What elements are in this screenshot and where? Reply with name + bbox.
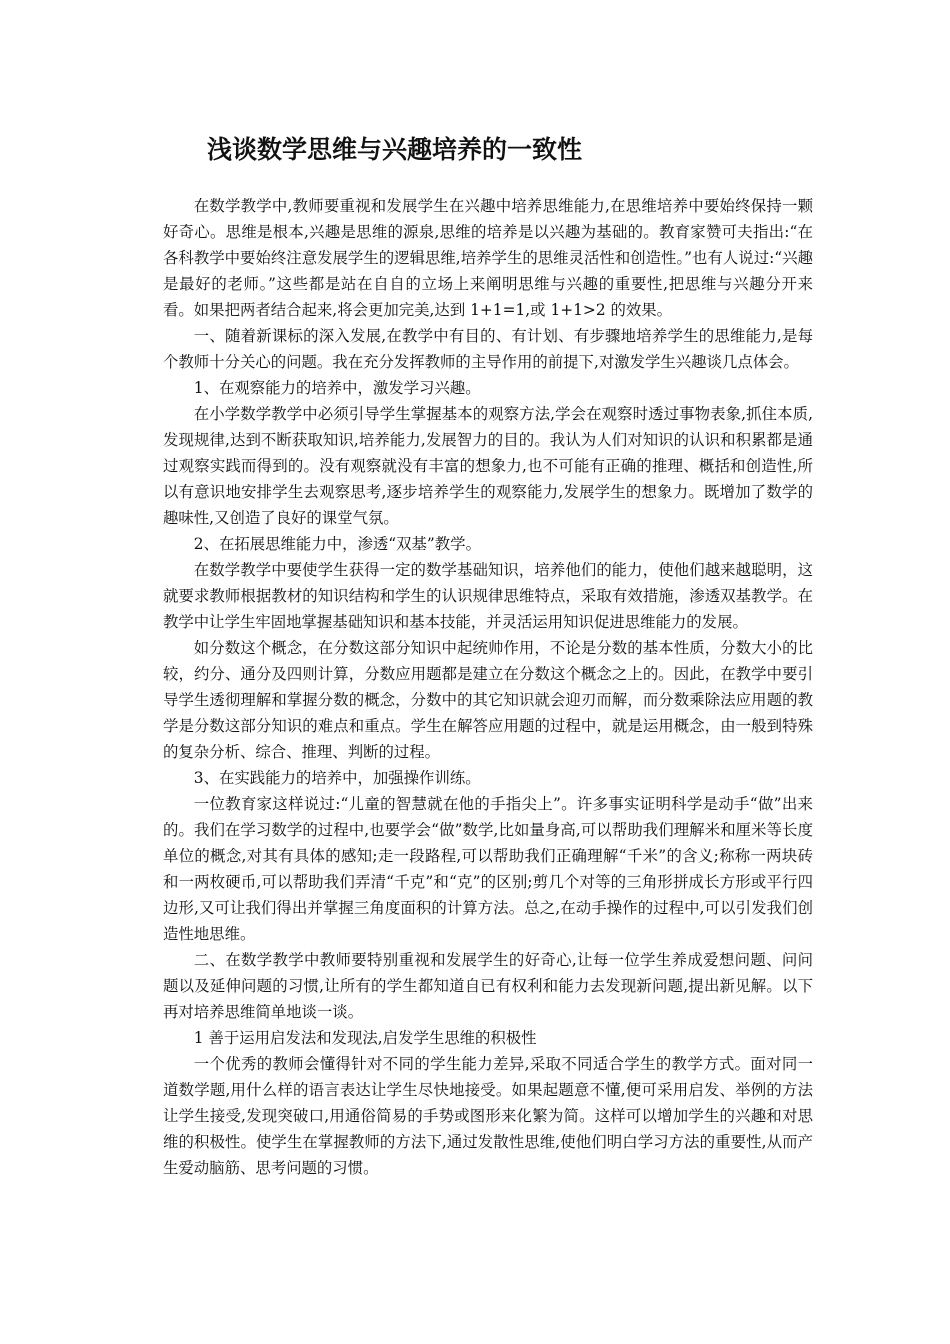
paragraph-5: 如分数这个概念，在分数这部分知识中起统帅作用，不论是分数的基本性质，分数大小的比较，约分、通分及四则计算，分数应用题都是建立在分数这个概念之上的。因此，在教学中要引导学生透彻理解和掌握分数的概念，分数中的其它知识就会迎刃而解，而分数乘除法应用题的教学是分数这部分知识的难点和重点。学生在解答应用题的过程中，就是运用概念，由一般到特殊的复杂分析、综合、推理、判断的过程。 <box>163 639 813 761</box>
paragraph-3: 在小学数学教学中必须引导学生掌握基本的观察方法,学会在观察时透过事物表象,抓住本质,发现规律,达到不断获取知识,培养能力,发展智力的目的。我认为人们对知识的认识和积累都是通过观察实践而得到的。没有观察就没有丰富的想象力,也不可能有正确的推理、概括和创造性,所以有意识地安排学生去观察思考,逐步培养学生的观察能力,发展学生的想象力。既增加了数学的趣味性,又创造了良好的课堂气氛。 <box>163 405 813 527</box>
paragraph-6: 一位教育家这样说过:“儿童的智慧就在他的手指尖上”。许多事实证明科学是动手“做”出来的。我们在学习数学的过程中,也要学会“做”数学,比如量身高,可以帮助我们理解米和厘米等长度单位的概念,对其有具体的感知;走一段路程,可以帮助我们正确理解“千米”的含义;称称一两块砖和一两枚硬币,可以帮助我们弄清“千克”和“克”的区别;剪几个对等的三角形拼成长方形或平行四边形,又可让我们得出并掌握三角度面积的计算方法。总之,在动手操作的过程中,可以引发我们创造性地思维。 <box>163 795 813 943</box>
section-heading-2: 2、在拓展思维能力中，渗透“双基”教学。 <box>193 535 481 553</box>
document-title: 浅谈数学思维与兴趣培养的一致性 <box>207 135 583 164</box>
document-body <box>163 193 813 1181</box>
paragraph-7: 二、在数学教学中教师要特别重视和发展学生的好奇心,让每一位学生养成爱想问题、问问题以及延伸问题的习惯,让所有的学生都知道自已有权利和能力去发现新问题,提出新见解。以下再对培养思维简单地谈一谈。 <box>163 951 813 1021</box>
paragraph-2: 一、随着新课标的深入发展,在教学中有目的、有计划、有步骤地培养学生的思维能力,是每个教师十分关心的问题。我在充分发挥教师的主导作用的前提下,对激发学生兴趣谈几点体会。 <box>163 327 813 371</box>
section-heading-4: 1 善于运用启发法和发现法,启发学生思维的积极性 <box>193 1029 537 1047</box>
paragraph-1: 在数学教学中,教师要重视和发展学生在兴趣中培养思维能力,在思维培养中要始终保持一颗好奇心。思维是根本,兴趣是思维的源泉,思维的培养是以兴趣为基础的。教育家赞可夫指出:“在各科教学中要始终注意发展学生的逻辑思维,培养学生的思维灵活性和创造性。”也有人说过:“兴趣是最好的老师。”这些都是站在自自的立场上来阐明思维与兴趣的重要性,把思维与兴趣分开来看。如果把两者结合起来,将会更加完美,达到 1+1=1,或 1+1>2 的效果。 <box>163 197 813 319</box>
section-heading-1: 1、在观察能力的培养中，激发学习兴趣。 <box>193 379 481 397</box>
paragraph-8: 一个优秀的教师会懂得针对不同的学生能力差异,采取不同适合学生的教学方式。面对同一道数学题,用什么样的语言表达让学生尽快地接受。如果起题意不懂,便可采用启发、举例的方法让学生接受,发现突破口,用通俗简易的手势或图形来化繁为简。这样可以增加学生的兴趣和对思维的积极性。使学生在掌握教师的方法下,通过发散性思维,使他们明白学习方法的重要性,从而产生爱动脑筋、思考问题的习惯。 <box>163 1055 813 1177</box>
section-heading-3: 3、在实践能力的培养中，加强操作训练。 <box>193 769 481 787</box>
paragraph-4: 在数学教学中要使学生获得一定的数学基础知识，培养他们的能力，使他们越来越聪明，这就要求教师根据教材的知识结构和学生的认识规律思维特点，采取有效措施，渗透双基教学。在教学中让学生牢固地掌握基础知识和基本技能，并灵活运用知识促进思维能力的发展。 <box>163 561 813 631</box>
